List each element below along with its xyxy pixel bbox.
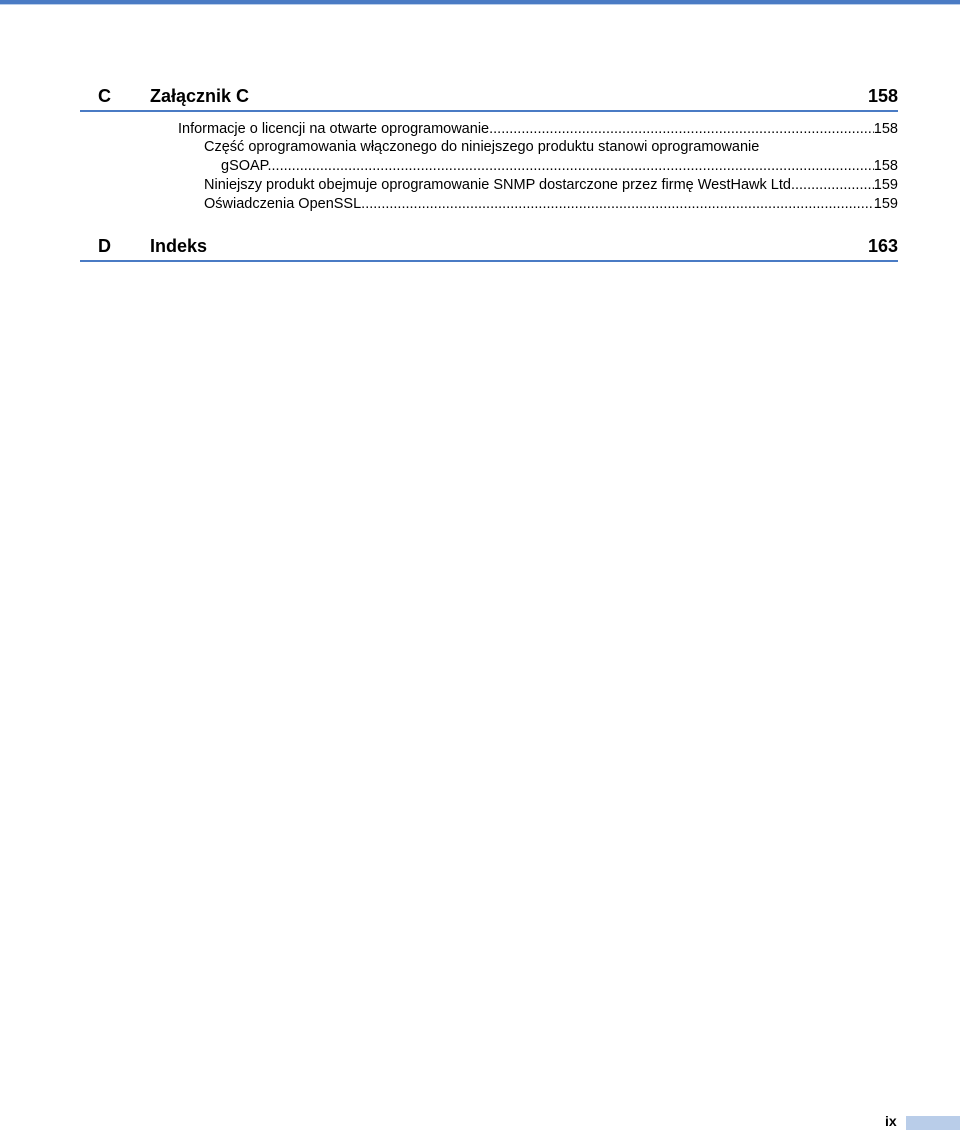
page-number: ix <box>885 1113 897 1129</box>
chapter-heading-d[interactable] <box>80 230 898 262</box>
chapter-letter: C <box>98 86 111 106</box>
toc-entry-label: Niniejszy produkt obejmuje oprogramowanie SNMP dostarczone przez firmę WestHawk Ltd. <box>204 177 795 193</box>
toc-entry-label: gSOAP. <box>221 158 272 174</box>
toc-entry-openssl[interactable] <box>204 195 898 213</box>
toc-entry-open-source-license[interactable] <box>178 120 898 138</box>
toc-entry-gsoap-line1[interactable]: Część oprogramowania włączonego do niniejszego produktu stanowi oprogramowanie <box>204 139 760 155</box>
toc-entry-page: 159 <box>873 177 898 193</box>
toc-entry-label: Oświadczenia OpenSSL <box>204 196 362 212</box>
toc-leader-dots <box>489 120 874 138</box>
chapter-page-number: 158 <box>867 86 898 106</box>
chapter-heading-c[interactable] <box>80 80 898 112</box>
toc-entry-page: 158 <box>873 121 898 137</box>
toc-entry-snmp[interactable] <box>204 176 898 194</box>
top-rule-light <box>0 4 960 5</box>
chapter-letter: D <box>98 236 111 256</box>
chapter-page-number: 163 <box>867 236 898 256</box>
toc-leader-dots <box>361 195 874 213</box>
toc-entry-page: 159 <box>873 196 898 212</box>
footer-bar <box>906 1116 960 1130</box>
toc-leader-dots <box>272 157 874 175</box>
chapter-title: Indeks <box>150 236 208 256</box>
toc-entry-page: 158 <box>873 158 898 174</box>
chapter-title: Załącznik C <box>150 86 250 106</box>
toc-entry-label: Informacje o licencji na otwarte oprogramowanie <box>178 121 490 137</box>
toc-entry-gsoap[interactable] <box>221 157 898 175</box>
toc-leader-dots <box>795 176 874 194</box>
